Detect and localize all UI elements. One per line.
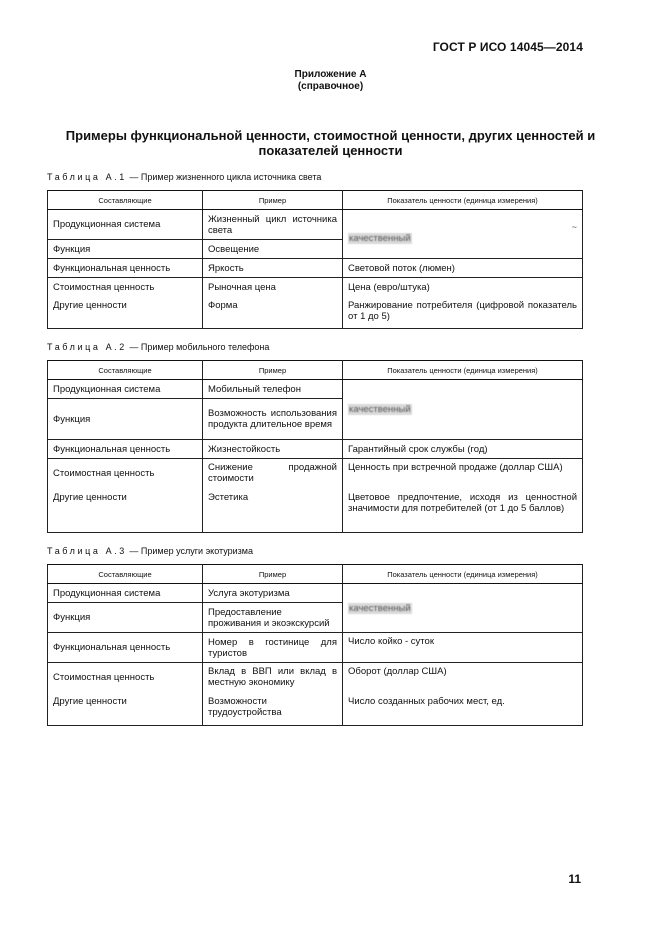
col-header-component: Составляющие (48, 191, 203, 210)
cell-component: Стоимостная ценность (48, 663, 203, 693)
table-a1-label: Таблица А.1 (47, 172, 127, 182)
cell-indicator: Оборот (доллар США) (343, 663, 583, 693)
col-header-example: Пример (203, 565, 343, 584)
cell-example: Форма (203, 297, 343, 329)
table-a2 (47, 360, 583, 533)
table-row (48, 210, 583, 240)
cell-component: Стоимостная ценность (48, 278, 203, 297)
annex-header (0, 69, 661, 93)
table-a3-label: Таблица А.3 (47, 546, 127, 556)
cell-example: Эстетика (203, 489, 343, 533)
table-a1-caption (47, 171, 321, 183)
standard-designation: ГОСТ Р ИСО 14045—2014 (432, 40, 583, 54)
table-row (48, 459, 583, 489)
table-row (48, 440, 583, 459)
cell-example: Жизнестойкость (203, 440, 343, 459)
cell-indicator: Число созданных рабочих мест, ед. (343, 693, 583, 726)
table-a1 (47, 190, 583, 329)
table-header-row (48, 361, 583, 380)
cell-example: Номер в гостинице для туристов (203, 633, 343, 663)
cell-indicator: Световой поток (люмен) (343, 259, 583, 278)
cell-example: Освещение (203, 240, 343, 259)
cell-example: Мобильный телефон (203, 380, 343, 399)
table-row (48, 297, 583, 329)
page-number: 11 (568, 872, 581, 886)
cell-component: Функция (48, 399, 203, 440)
cell-example: Яркость (203, 259, 343, 278)
table-a2-title: — Пример мобильного телефона (129, 342, 270, 352)
cell-indicator: Ранжирование потребителя (цифровой показатель от 1 до 5) (343, 297, 583, 329)
cell-indicator-merged (343, 380, 583, 440)
cell-example: Рыночная цена (203, 278, 343, 297)
table-a1-title: — Пример жизненного цикла источника света (129, 172, 322, 182)
cell-component: Функция (48, 240, 203, 259)
col-header-indicator: Показатель ценности (единица измерения) (343, 191, 583, 210)
col-header-component: Составляющие (48, 565, 203, 584)
cell-indicator: Цена (евро/штука) (343, 278, 583, 297)
table-header-row (48, 191, 583, 210)
cell-indicator-qualitative: качественный (349, 404, 411, 415)
table-row (48, 663, 583, 693)
table-row (48, 278, 583, 297)
table-a3 (47, 564, 583, 726)
cell-indicator-merged (343, 210, 583, 259)
table-a3-caption (47, 545, 253, 557)
table-row (48, 584, 583, 603)
table-row (48, 693, 583, 726)
cell-component: Продукционная система (48, 380, 203, 399)
cell-indicator: Ценность при встречной продаже (доллар США) (343, 459, 583, 489)
cell-indicator-qualitative: качественный (349, 602, 411, 614)
col-header-example: Пример (203, 361, 343, 380)
cell-component: Стоимостная ценность (48, 459, 203, 489)
cell-example: Возможности трудоустройства (203, 693, 343, 726)
cell-indicator-qualitative: качественный (349, 232, 411, 244)
table-a2-caption (47, 341, 269, 353)
cell-example: Предоставление проживания и экоэкскурсий (203, 603, 343, 633)
cell-indicator: Гарантийный срок службы (год) (343, 440, 583, 459)
annex-note: (справочное) (297, 81, 364, 92)
cell-component: Другие ценности (48, 693, 203, 726)
cell-indicator-merged (343, 584, 583, 633)
cell-example: Услуга экотуризма (203, 584, 343, 603)
cell-component: Функциональная ценность (48, 440, 203, 459)
col-header-component: Составляющие (48, 361, 203, 380)
cell-component: Продукционная система (48, 584, 203, 603)
cell-component: Продукционная система (48, 210, 203, 240)
cell-component: Другие ценности (48, 489, 203, 533)
table-a3-title: — Пример услуги экотуризма (129, 546, 253, 556)
table-row (48, 380, 583, 399)
tilde-mark: ~ (571, 221, 577, 232)
cell-component: Функция (48, 603, 203, 633)
cell-example: Снижение продажной стоимости (203, 459, 343, 489)
table-row (48, 259, 583, 278)
annex-title: Приложение А (294, 69, 367, 80)
cell-indicator: Число койко - суток (343, 633, 583, 663)
table-header-row (48, 565, 583, 584)
cell-example: Возможность использования продукта длительное время (203, 399, 343, 440)
col-header-example: Пример (203, 191, 343, 210)
cell-component: Функциональная ценность (48, 633, 203, 663)
table-a2-label: Таблица А.2 (47, 342, 127, 352)
table-row (48, 489, 583, 533)
section-heading: Примеры функциональной ценности, стоимостной ценности, других ценностей и показателей ценности (65, 128, 596, 158)
cell-example: Жизненный цикл источника света (203, 210, 343, 240)
col-header-indicator: Показатель ценности (единица измерения) (343, 361, 583, 380)
cell-component: Другие ценности (48, 297, 203, 329)
cell-example: Вклад в ВВП или вклад в местную экономику (203, 663, 343, 693)
table-row (48, 633, 583, 663)
col-header-indicator: Показатель ценности (единица измерения) (343, 565, 583, 584)
cell-indicator: Цветовое предпочтение, исходя из ценностной значимости для потребителей (от 1 до 5 баллов) (343, 489, 583, 533)
cell-component: Функциональная ценность (48, 259, 203, 278)
